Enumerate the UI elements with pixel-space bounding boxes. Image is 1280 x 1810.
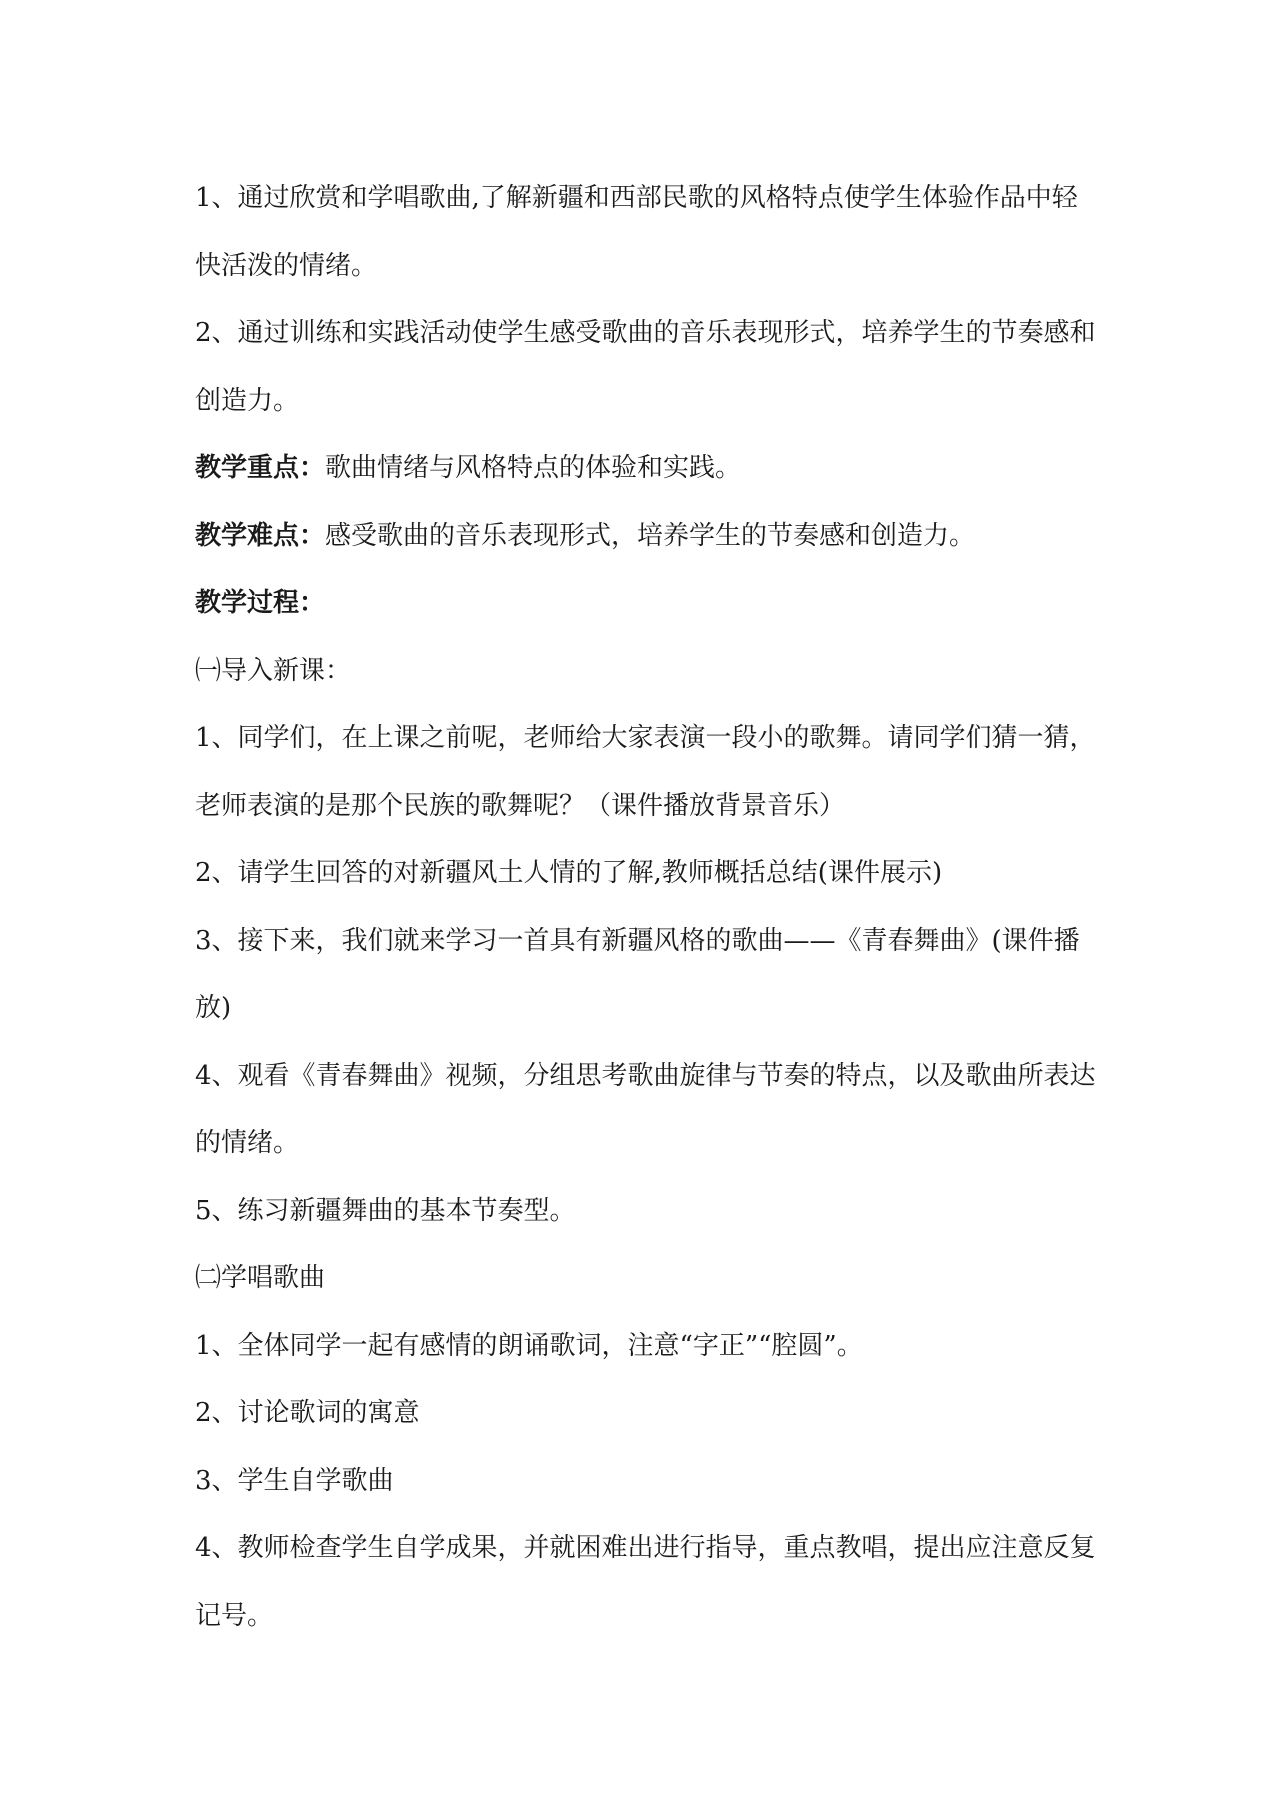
- section-1-step-3-line-1: 3、接下来，我们就来学习一首具有新疆风格的歌曲——《青春舞曲》(课件播: [195, 925, 1080, 956]
- section-2-title: ㈡学唱歌曲: [195, 1263, 326, 1293]
- section-1-step-4-line-2: 的情绪。: [195, 1128, 300, 1158]
- section-2-step-3: 3、学生自学歌曲: [195, 1465, 394, 1496]
- section-2-step-4-line-1: 4、教师检查学生自学成果，并就困难出进行指导，重点教唱，提出应注意反复: [195, 1533, 1096, 1563]
- section-1-step-1-line-1: 1、同学们，在上课之前呢，老师给大家表演一段小的歌舞。请同学们猜一猜，: [195, 723, 1096, 753]
- objective-2-line-1: 2、通过训练和实践活动使学生感受歌曲的音乐表现形式，培养学生的节奏感和: [195, 318, 1096, 348]
- objective-2-line-2: 创造力。: [195, 385, 300, 416]
- key-point-label: 教学重点：: [195, 453, 326, 483]
- section-2-step-4-line-2: 记号。: [195, 1600, 274, 1631]
- key-point: [195, 435, 1095, 503]
- difficulty-label: 教学难点：: [195, 520, 326, 551]
- section-2-step-2: 2、讨论歌词的寓意: [195, 1398, 420, 1428]
- section-2-step-1: 1、全体同学一起有感情的朗诵歌词，注意“字正”“腔圆”。: [195, 1330, 863, 1361]
- section-1-step-2: 2、请学生回答的对新疆风土人情的了解,教师概括总结(课件展示): [195, 858, 943, 888]
- process-heading: 教学过程：: [195, 588, 326, 618]
- difficulty-text: 感受歌曲的音乐表现形式，培养学生的节奏感和创造力。: [325, 520, 976, 551]
- section-1-title: ㈠导入新课：: [195, 655, 352, 686]
- objective-1-line-2: 快活泼的情绪。: [195, 250, 378, 281]
- objective-1-line-1: 1、通过欣赏和学唱歌曲,了解新疆和西部民歌的风格特点使学生体验作品中轻: [195, 183, 1078, 213]
- section-1-step-4-line-1: 4、观看《青春舞曲》视频，分组思考歌曲旋律与节奏的特点，以及歌曲所表达: [195, 1060, 1096, 1091]
- section-1-step-1-line-2: 老师表演的是那个民族的歌舞呢？（课件播放背景音乐）: [195, 790, 846, 821]
- key-point-text: 歌曲情绪与风格特点的体验和实践。: [325, 453, 742, 483]
- document-page: [195, 165, 1095, 1650]
- difficulty: [195, 503, 1095, 571]
- section-1-step-3-line-2: 放): [195, 993, 232, 1023]
- section-1-step-5: 5、练习新疆舞曲的基本节奏型。: [195, 1195, 576, 1226]
